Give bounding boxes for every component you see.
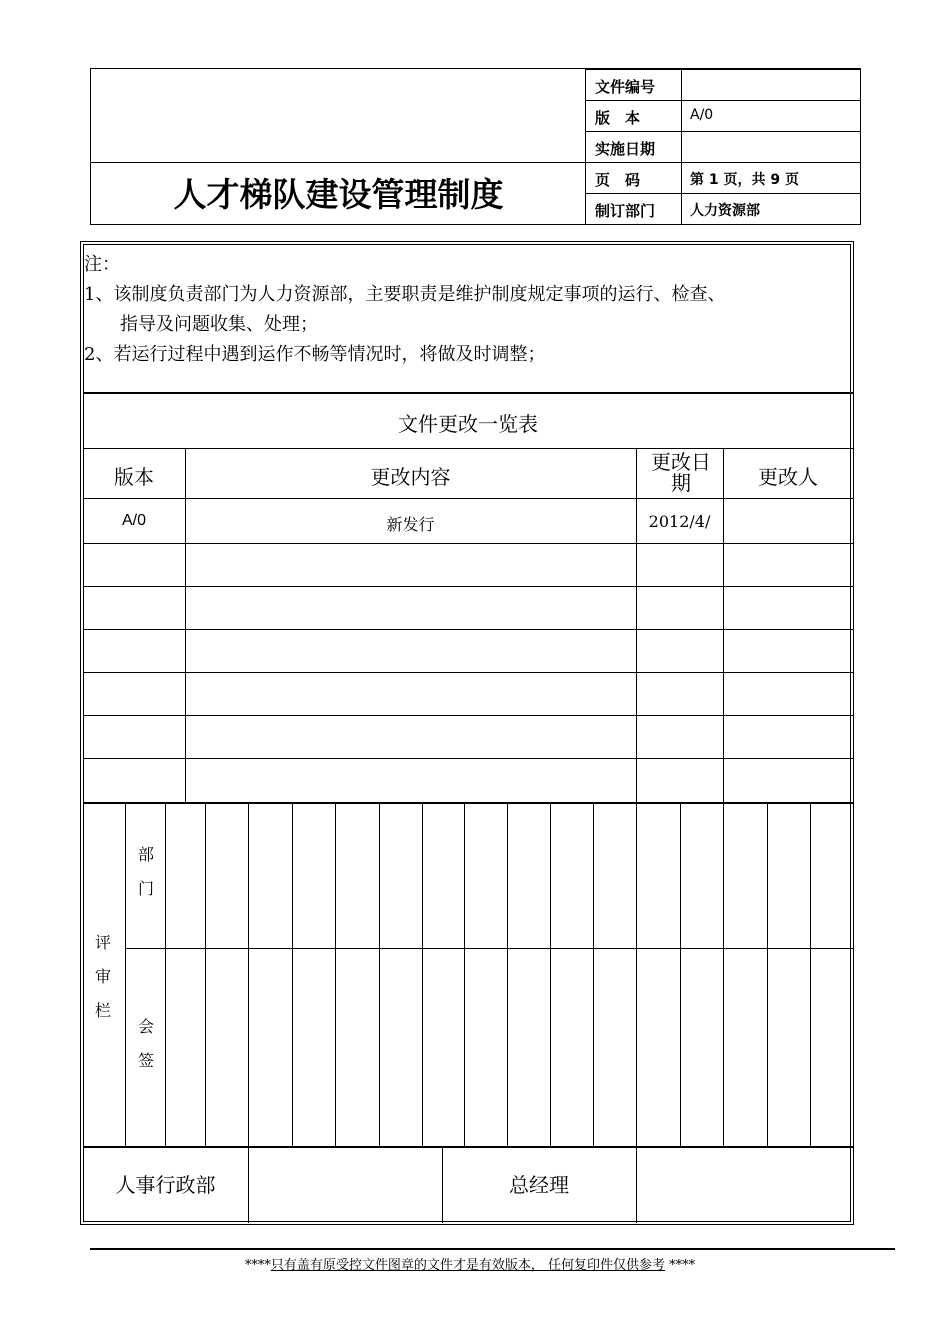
- table-row-rule: [83, 715, 853, 716]
- header-info-table: [585, 68, 861, 225]
- table-header-rule: [83, 498, 853, 499]
- change-table-title: 文件更改一览表: [398, 412, 538, 436]
- header-key: 文件编号: [595, 78, 656, 96]
- footer-rule: [90, 1248, 895, 1250]
- review-grid-col-rule: [335, 804, 336, 1146]
- header-date: 更改日期: [651, 450, 711, 495]
- review-label: [93, 926, 113, 1028]
- header-divider: [91, 162, 586, 163]
- row-content: 新发行: [386, 515, 435, 534]
- header-row-file-number: [586, 70, 860, 101]
- review-grid-col-rule: [680, 804, 681, 1146]
- review-grid-col-rule: [292, 804, 293, 1146]
- approval-col-rule: [636, 1147, 637, 1223]
- table-row-rule: [83, 672, 853, 673]
- header-row-effective-date: [586, 132, 860, 163]
- review-grid-col-rule: [507, 804, 508, 1146]
- sign-label: [136, 1010, 156, 1078]
- review-sublabel-rule: [165, 804, 166, 1146]
- row-version: A/0: [121, 512, 146, 529]
- review-grid-col-rule: [636, 804, 637, 1146]
- sign-label-text: 会签: [137, 1017, 154, 1070]
- review-grid-col-rule: [248, 804, 249, 1146]
- table-row-rule: [83, 543, 853, 544]
- table-row-rule: [83, 629, 853, 630]
- header-key: 实施日期: [595, 140, 656, 158]
- table-row-rule: [83, 758, 853, 759]
- header-row-page: [586, 163, 860, 194]
- notes-item-1-continued: 指导及问题收集、处理；: [120, 314, 318, 335]
- table-bottom-rule: [83, 802, 853, 804]
- footer-suffix: ****: [665, 1258, 696, 1273]
- notes-bottom-rule: [83, 392, 853, 394]
- review-grid-col-rule: [810, 804, 811, 1146]
- approval-col-rule: [248, 1147, 249, 1223]
- notes-heading: 注：: [84, 254, 120, 275]
- table-col-rule: [636, 448, 637, 803]
- header-key: 版 本: [595, 109, 641, 127]
- review-grid-col-rule: [723, 804, 724, 1146]
- dept-label-text: 部门: [137, 845, 154, 898]
- notes-section: [84, 250, 854, 370]
- review-grid-col-rule: [550, 804, 551, 1146]
- header-row-department: [586, 194, 860, 225]
- dept-label: [136, 838, 156, 906]
- header-value: 第 1 页，共 9 页: [690, 172, 799, 188]
- header-row-version: [586, 101, 860, 132]
- approval-gm-label: 总经理: [509, 1173, 569, 1197]
- header-content: 更改内容: [370, 465, 451, 489]
- header-key: 制订部门: [595, 202, 656, 220]
- review-label-text: 评审栏: [94, 933, 111, 1020]
- header-value: A/0: [690, 107, 714, 123]
- header-value: 人力资源部: [690, 203, 760, 219]
- footer-note: [90, 1254, 850, 1273]
- header-version: 版本: [114, 465, 154, 489]
- footer-text: 只有盖有原受控文件图章的文件才是有效版本， 任何复印件仅供参考: [270, 1258, 665, 1273]
- footer-prefix: ****: [244, 1258, 271, 1273]
- review-grid-col-rule: [422, 804, 423, 1146]
- approval-hr-label: 人事行政部: [115, 1173, 216, 1197]
- table-col-rule: [723, 448, 724, 803]
- header-title-box: [90, 68, 586, 225]
- header-key: 页 码: [595, 171, 641, 189]
- notes-item-1: 1、该制度负责部门为人力资源部，主要职责是维护制度规定事项的运行、检查、: [84, 284, 726, 305]
- table-title-rule: [83, 448, 853, 449]
- document-title: 人才梯队建设管理制度: [173, 175, 504, 214]
- notes-item-2: 2、若运行过程中遇到运作不畅等情况时，将做及时调整；: [84, 344, 546, 365]
- table-col-rule: [185, 448, 186, 803]
- review-grid-col-rule: [464, 804, 465, 1146]
- row-date: 2012/4/: [648, 512, 711, 531]
- main-form-inner: [83, 244, 851, 1222]
- review-mid-rule: [125, 948, 853, 949]
- review-label-rule: [125, 804, 126, 1146]
- review-grid-col-rule: [205, 804, 206, 1146]
- review-grid-col-rule: [593, 804, 594, 1146]
- review-grid-col-rule: [767, 804, 768, 1146]
- review-bottom-rule: [83, 1146, 853, 1148]
- review-grid-col-rule: [379, 804, 380, 1146]
- header-person: 更改人: [758, 465, 818, 489]
- table-row-rule: [83, 586, 853, 587]
